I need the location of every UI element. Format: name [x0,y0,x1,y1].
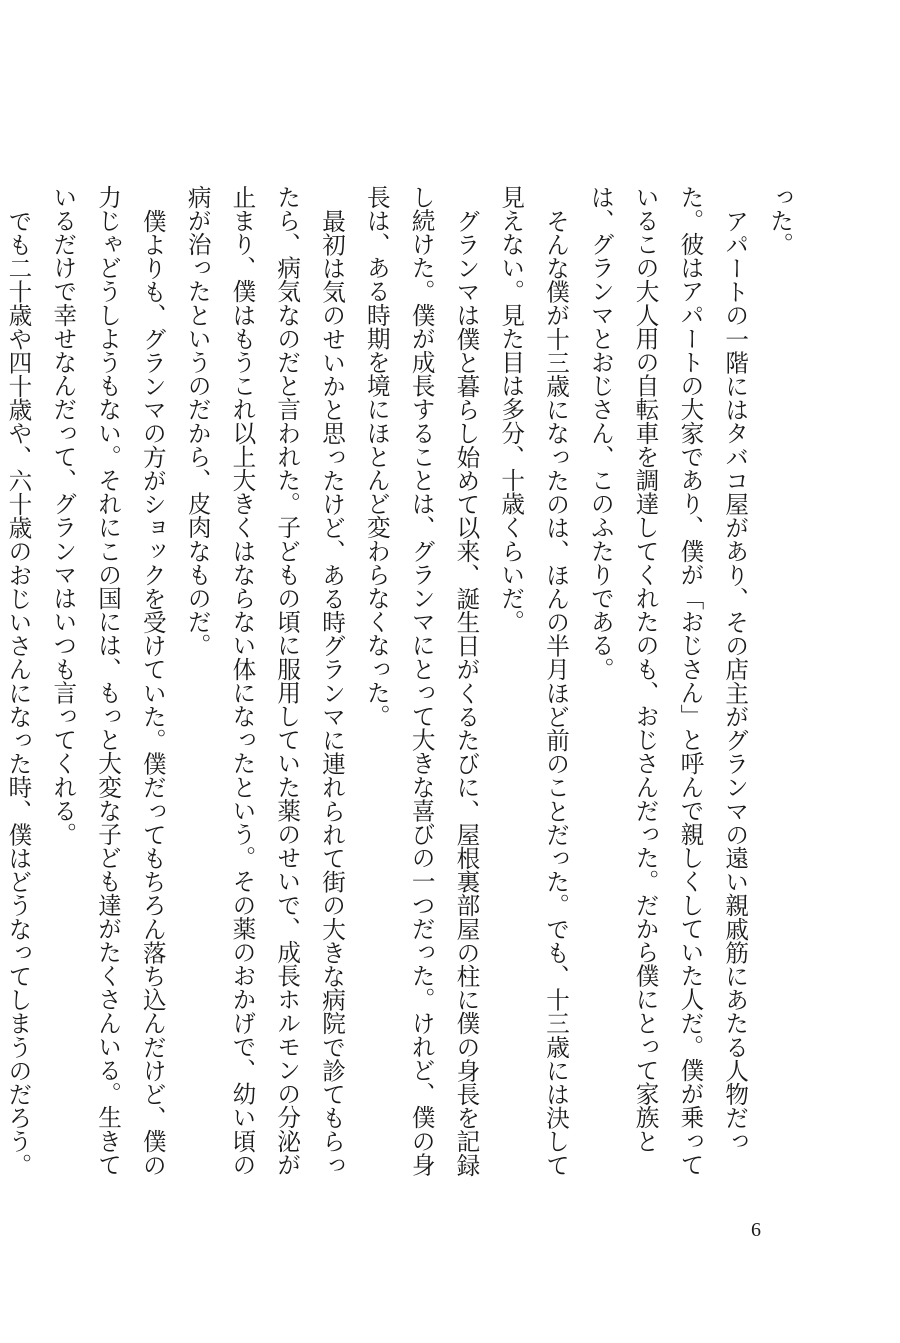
paragraph: でも二十歳や四十歳や、六十歳のおじいさんになった時、僕はどうなってしまうのだろう。 [4,208,33,1177]
paragraph: 最初は気のせいかと思ったけど、ある時グランマに連れられて街の大きな病院で診てもらったら、病気なのだと言われた。子どもの頃に服用していた薬のせいで、成長ホルモンの分泌が止まり、僕はもうこれ以上大きくはならない体になったという。その薬のおかげで、幼い頃の病が治ったというのだから、皮肉なものだ。 [183,185,347,1177]
paragraph: 僕よりも、グランマの方がショックを受けていた。僕だってもちろん落ち込んだけど、僕の力じゃどうしようもない。それにこの国には、もっと大変な子ども達がたくさんいる。生きているだけで幸せなんだって、グランマはいつも言ってくれる。 [49,185,167,1177]
paragraph: そんな僕が十三歳になったのは、ほんの半月ほど前のことだった。でも、十三歳には決して見えない。見た目は多分、十歳くらいだ。 [497,185,571,1177]
vertical-body-text [0,185,802,1185]
paragraph: グランマは僕と暮らし始めて以来、誕生日がくるたびに、屋根裏部屋の柱に僕の身長を記録し続けた。僕が成長することは、グランマにとって大きな喜びの一つだった。けれど、僕の身長は、ある時期を境にほとんど変わらなくなった。 [362,185,481,1177]
paragraph-continued: った。 [766,185,794,256]
page-number: 6 [751,1219,761,1241]
paragraph: アパートの一階にはタバコ屋があり、その店主がグランマの遠い親戚筋にあたる人物だった。彼はアパートの大家であり、僕が「おじさん」と呼んで親しくしていた人だ。僕が乗っているこの大人用の自転車を調達してくれたのも、おじさんだった。だから僕にとって家族とは、グランマとおじさん、このふたりである。 [586,185,750,1177]
